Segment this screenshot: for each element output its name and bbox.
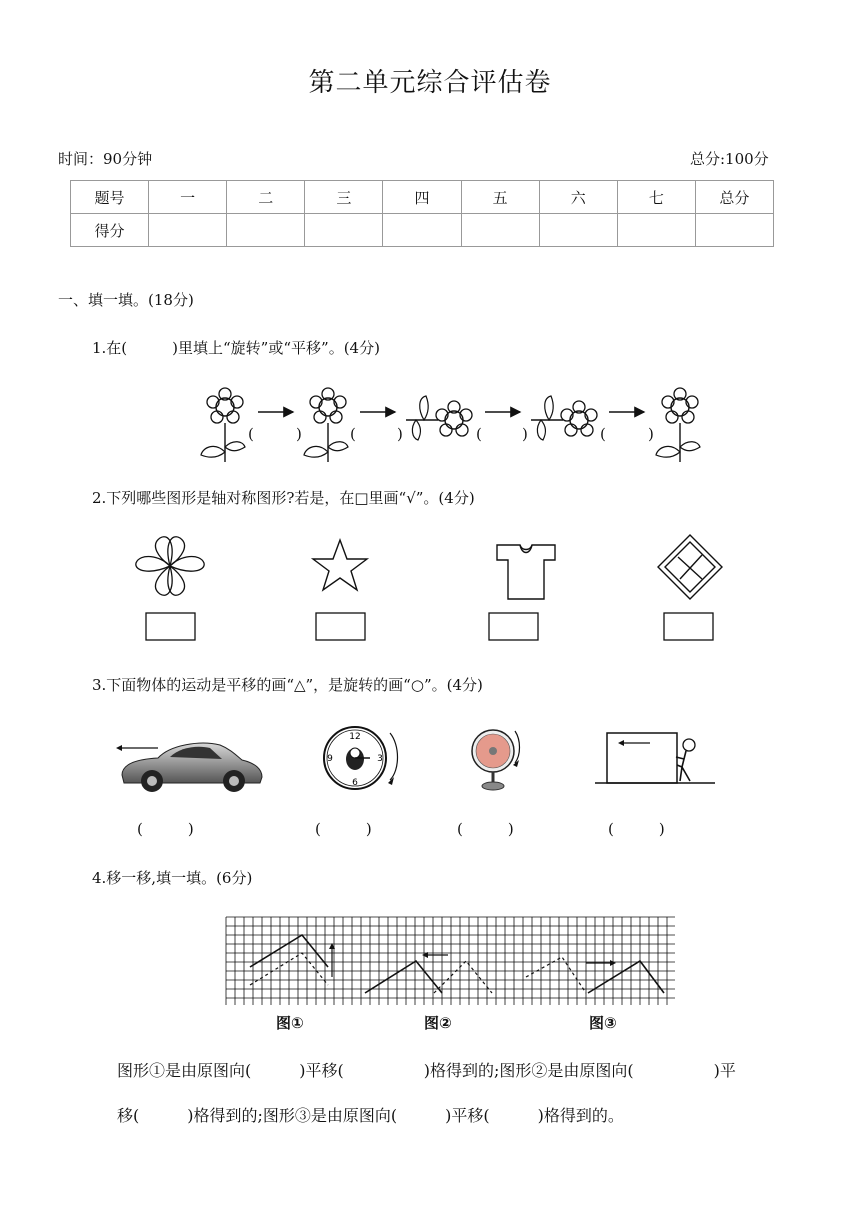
- diamond-sign-icon: [658, 535, 722, 599]
- q1-blank-close: ): [397, 425, 403, 443]
- q4-fill-line-1: 图形①是由原图向( )平移( )格得到的;图形②是由原图向( )平: [117, 1061, 736, 1080]
- q1-blank-open[interactable]: (: [350, 425, 356, 443]
- answer-box[interactable]: [146, 613, 195, 640]
- score-header-cell: 二: [227, 181, 305, 214]
- score-header-cell: 五: [461, 181, 539, 214]
- score-header-cell: 六: [539, 181, 617, 214]
- figure-3-caption: 图③: [589, 1014, 617, 1032]
- time-label: 时间：90分钟: [58, 150, 153, 168]
- q1-blank-open[interactable]: (: [476, 425, 482, 443]
- shape-2-dashed: [434, 961, 492, 993]
- score-header-cell: 一: [149, 181, 227, 214]
- score-row-label: 得分: [71, 214, 149, 247]
- score-table-score-row: [71, 214, 774, 247]
- star-icon: [313, 540, 367, 590]
- q4-fill-line-2: 移( )格得到的;图形③是由原图向( )平移( )格得到的。: [117, 1106, 624, 1125]
- question-2-text: 2.下列哪些图形是轴对称图形?若是，在□里画“√”。(4分): [92, 489, 475, 507]
- score-input-cell[interactable]: [461, 214, 539, 247]
- score-table: [70, 180, 774, 247]
- clock-number: 6: [352, 778, 358, 788]
- q3-blank[interactable]: ( ): [608, 820, 665, 838]
- question-1-text: 1.在( )里填上“旋转”或“平移”。(4分): [92, 339, 380, 357]
- score-header-cell: 三: [305, 181, 383, 214]
- score-input-cell[interactable]: [539, 214, 617, 247]
- flower-icon: [531, 396, 597, 440]
- clock-number: 3: [377, 754, 383, 764]
- score-input-cell[interactable]: [149, 214, 227, 247]
- figure-2-caption: 图②: [424, 1014, 452, 1032]
- q3-blank[interactable]: ( ): [457, 820, 514, 838]
- clover-icon: [136, 537, 204, 596]
- clock-number: 12: [349, 732, 361, 742]
- tshirt-icon: [497, 545, 555, 599]
- flower-icon: [656, 388, 700, 462]
- q1-blank-close: ): [522, 425, 528, 443]
- total-score-label: 总分:100分: [690, 150, 769, 168]
- q1-blank-open[interactable]: (: [248, 425, 254, 443]
- q4-grid: [226, 917, 676, 1007]
- fan-icon: [472, 730, 520, 790]
- score-input-cell[interactable]: [227, 214, 305, 247]
- score-header-cell: 四: [383, 181, 461, 214]
- score-header-cell: 题号: [71, 181, 149, 214]
- section-1-heading: 一、填一填。(18分): [58, 291, 194, 309]
- shape-2: [365, 961, 442, 993]
- score-header-cell: 总分: [695, 181, 773, 214]
- shape-3: [588, 961, 664, 993]
- score-input-cell[interactable]: [305, 214, 383, 247]
- answer-box[interactable]: [316, 613, 365, 640]
- score-table-header-row: [71, 181, 774, 214]
- question-3-text: 3.下面物体的运动是平移的画“△”，是旋转的画“○”。(4分): [92, 676, 483, 694]
- answer-box[interactable]: [489, 613, 538, 640]
- car-icon: [116, 743, 262, 792]
- score-input-cell[interactable]: [617, 214, 695, 247]
- q3-objects: [110, 725, 730, 795]
- score-input-cell[interactable]: [695, 214, 773, 247]
- clock-icon: [324, 727, 398, 789]
- q1-blank-open[interactable]: (: [600, 425, 606, 443]
- question-4-text: 4.移一移,填一填。(6分): [92, 869, 253, 887]
- q3-blank[interactable]: ( ): [137, 820, 194, 838]
- answer-box[interactable]: [664, 613, 713, 640]
- q3-blank[interactable]: ( ): [315, 820, 372, 838]
- q1-blank-close: ): [648, 425, 654, 443]
- flower-icon: [406, 396, 472, 440]
- page-title: 第二单元综合评估卷: [308, 68, 552, 98]
- flower-icon: [304, 388, 348, 462]
- q1-flower-sequence: [195, 385, 715, 460]
- figure-1-caption: 图①: [276, 1014, 304, 1032]
- score-header-cell: 七: [617, 181, 695, 214]
- clock-number: 9: [327, 754, 333, 764]
- box-pusher-icon: [595, 733, 715, 783]
- flower-icon: [201, 388, 245, 462]
- q1-blank-close: ): [296, 425, 302, 443]
- q2-shapes: [130, 535, 730, 645]
- score-input-cell[interactable]: [383, 214, 461, 247]
